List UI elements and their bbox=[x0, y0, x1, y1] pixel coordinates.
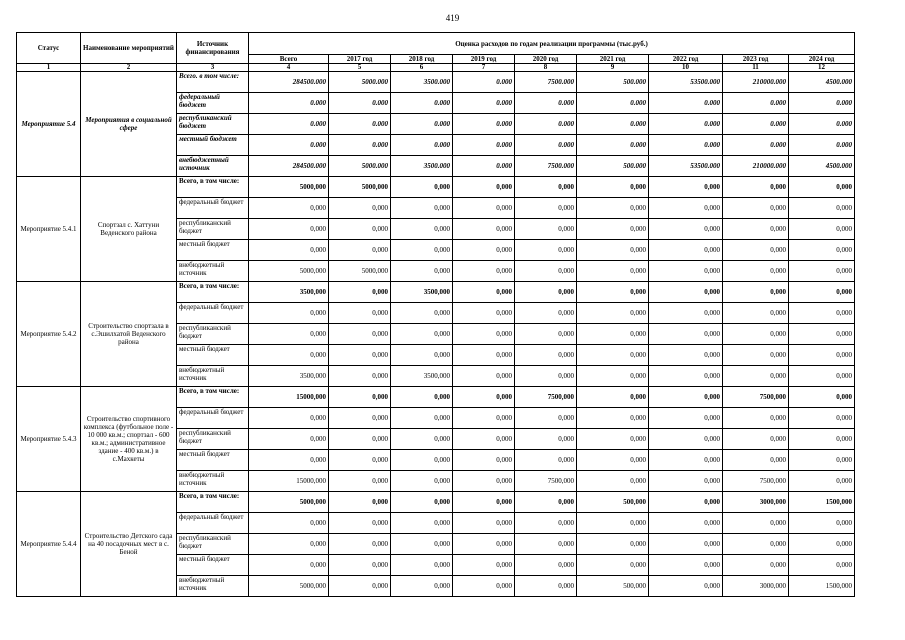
amount-cell: 0.000 bbox=[577, 135, 649, 156]
amount-cell: 0.000 bbox=[789, 114, 855, 135]
column-number: 10 bbox=[649, 64, 723, 72]
amount-cell: 0,000 bbox=[789, 471, 855, 492]
amount-cell: 0,000 bbox=[723, 408, 789, 429]
amount-cell: 0,000 bbox=[515, 324, 577, 345]
column-number: 6 bbox=[391, 64, 453, 72]
amount-cell: 0,000 bbox=[391, 303, 453, 324]
funding-source: местный бюджет bbox=[177, 555, 249, 576]
amount-cell: 0,000 bbox=[453, 492, 515, 513]
measure-name: Мероприятия в социальной сфере bbox=[81, 72, 177, 177]
amount-cell: 0,000 bbox=[789, 282, 855, 303]
funding-source: республиканский бюджет bbox=[177, 324, 249, 345]
amount-cell: 0,000 bbox=[453, 198, 515, 219]
amount-cell: 500,000 bbox=[577, 576, 649, 597]
funding-source: внебюджетный источник bbox=[177, 471, 249, 492]
amount-cell: 0.000 bbox=[789, 135, 855, 156]
amount-cell: 0,000 bbox=[329, 303, 391, 324]
header-name: Наименование мероприятий bbox=[81, 33, 177, 64]
amount-cell: 0.000 bbox=[453, 156, 515, 177]
amount-cell: 0.000 bbox=[577, 114, 649, 135]
amount-cell: 0,000 bbox=[649, 282, 723, 303]
amount-cell: 0,000 bbox=[649, 303, 723, 324]
amount-cell: 0,000 bbox=[649, 198, 723, 219]
amount-cell: 0.000 bbox=[649, 93, 723, 114]
amount-cell: 0,000 bbox=[723, 219, 789, 240]
amount-cell: 0,000 bbox=[577, 408, 649, 429]
amount-cell: 0,000 bbox=[391, 513, 453, 534]
funding-source: республиканский бюджет bbox=[177, 534, 249, 555]
amount-cell: 0,000 bbox=[789, 240, 855, 261]
amount-cell: 0,000 bbox=[515, 513, 577, 534]
amount-cell: 0,000 bbox=[649, 240, 723, 261]
amount-cell: 0,000 bbox=[453, 177, 515, 198]
amount-cell: 0,000 bbox=[391, 408, 453, 429]
column-number: 1 bbox=[17, 64, 81, 72]
table-row bbox=[17, 282, 855, 303]
amount-cell: 0,000 bbox=[249, 198, 329, 219]
amount-cell: 0,000 bbox=[391, 219, 453, 240]
amount-cell: 3000,000 bbox=[723, 492, 789, 513]
amount-cell: 0,000 bbox=[391, 471, 453, 492]
funding-source: Всего. в том числе: bbox=[177, 72, 249, 93]
amount-cell: 0,000 bbox=[453, 240, 515, 261]
table-row bbox=[17, 492, 855, 513]
amount-cell: 3500.000 bbox=[391, 72, 453, 93]
amount-cell: 0,000 bbox=[649, 450, 723, 471]
table-body bbox=[17, 72, 855, 597]
amount-cell: 0,000 bbox=[649, 555, 723, 576]
funding-source: республиканский бюджет bbox=[177, 429, 249, 450]
amount-cell: 0.000 bbox=[453, 72, 515, 93]
funding-source: Всего, в том числе: bbox=[177, 387, 249, 408]
amount-cell: 0,000 bbox=[453, 534, 515, 555]
amount-cell: 0,000 bbox=[453, 219, 515, 240]
amount-cell: 0,000 bbox=[329, 555, 391, 576]
amount-cell: 0,000 bbox=[649, 345, 723, 366]
amount-cell: 7500,000 bbox=[723, 471, 789, 492]
funding-source: местный бюджет bbox=[177, 345, 249, 366]
amount-cell: 0,000 bbox=[789, 177, 855, 198]
amount-cell: 0,000 bbox=[391, 387, 453, 408]
amount-cell: 0,000 bbox=[577, 261, 649, 282]
amount-cell: 0,000 bbox=[391, 261, 453, 282]
amount-cell: 0,000 bbox=[391, 240, 453, 261]
funding-source: федеральный бюджет bbox=[177, 303, 249, 324]
amount-cell: 5000,000 bbox=[249, 576, 329, 597]
amount-cell: 5000,000 bbox=[249, 492, 329, 513]
amount-cell: 0,000 bbox=[329, 534, 391, 555]
amount-cell: 0.000 bbox=[453, 135, 515, 156]
amount-cell: 5000,000 bbox=[329, 261, 391, 282]
amount-cell: 0,000 bbox=[329, 408, 391, 429]
amount-cell: 0,000 bbox=[515, 450, 577, 471]
header-col-2020: 2020 год bbox=[515, 55, 577, 64]
amount-cell: 4500.000 bbox=[789, 156, 855, 177]
amount-cell: 0,000 bbox=[249, 534, 329, 555]
amount-cell: 0,000 bbox=[453, 471, 515, 492]
amount-cell: 0,000 bbox=[515, 219, 577, 240]
amount-cell: 0,000 bbox=[577, 303, 649, 324]
amount-cell: 0,000 bbox=[723, 282, 789, 303]
amount-cell: 0,000 bbox=[723, 303, 789, 324]
amount-cell: 0,000 bbox=[649, 471, 723, 492]
amount-cell: 0,000 bbox=[789, 261, 855, 282]
amount-cell: 0,000 bbox=[577, 177, 649, 198]
header-source: Источник финансирования bbox=[177, 33, 249, 64]
measure-status: Мероприятие 5.4.2 bbox=[17, 282, 81, 387]
amount-cell: 7500,000 bbox=[723, 387, 789, 408]
amount-cell: 0.000 bbox=[453, 114, 515, 135]
amount-cell: 0,000 bbox=[515, 177, 577, 198]
column-numbers-row bbox=[17, 64, 855, 72]
amount-cell: 0,000 bbox=[789, 450, 855, 471]
funding-source: внебюджетный источник bbox=[177, 576, 249, 597]
amount-cell: 53500.000 bbox=[649, 72, 723, 93]
amount-cell: 0,000 bbox=[723, 345, 789, 366]
amount-cell: 0,000 bbox=[391, 429, 453, 450]
amount-cell: 0.000 bbox=[329, 114, 391, 135]
funding-source: Всего, в том числе: bbox=[177, 177, 249, 198]
amount-cell: 0.000 bbox=[249, 135, 329, 156]
amount-cell: 0,000 bbox=[391, 450, 453, 471]
amount-cell: 0,000 bbox=[249, 240, 329, 261]
amount-cell: 0,000 bbox=[329, 471, 391, 492]
amount-cell: 0,000 bbox=[649, 408, 723, 429]
amount-cell: 0,000 bbox=[515, 366, 577, 387]
page-number: 419 bbox=[445, 13, 460, 23]
amount-cell: 7500.000 bbox=[515, 72, 577, 93]
column-number: 4 bbox=[249, 64, 329, 72]
amount-cell: 0,000 bbox=[329, 198, 391, 219]
funding-source: республиканский бюджет bbox=[177, 114, 249, 135]
measure-name: Спортзал с. Хаттуни Веденского района bbox=[81, 177, 177, 282]
header-col-2023: 2023 год bbox=[723, 55, 789, 64]
amount-cell: 0,000 bbox=[453, 345, 515, 366]
header-col-total: Всего bbox=[249, 55, 329, 64]
amount-cell: 0,000 bbox=[577, 366, 649, 387]
amount-cell: 0,000 bbox=[391, 345, 453, 366]
amount-cell: 0,000 bbox=[249, 303, 329, 324]
measure-name: Строительство спортивного комплекса (футбольное поле - 10 000 кв.м.; спортзал - 600 кв.м.; административное здание - 400 кв.м.) в с.Махкеты bbox=[81, 387, 177, 492]
amount-cell: 0,000 bbox=[723, 261, 789, 282]
amount-cell: 0,000 bbox=[391, 324, 453, 345]
amount-cell: 0,000 bbox=[649, 261, 723, 282]
amount-cell: 0,000 bbox=[789, 303, 855, 324]
amount-cell: 0,000 bbox=[249, 324, 329, 345]
amount-cell: 0,000 bbox=[391, 492, 453, 513]
amount-cell: 0,000 bbox=[453, 576, 515, 597]
amount-cell: 0,000 bbox=[649, 177, 723, 198]
header-col-2024: 2024 год bbox=[789, 55, 855, 64]
measure-name: Строительство Детского сада на 40 посадочных мест в с. Беной bbox=[81, 492, 177, 597]
amount-cell: 5000,000 bbox=[249, 177, 329, 198]
amount-cell: 0,000 bbox=[789, 513, 855, 534]
amount-cell: 0,000 bbox=[577, 555, 649, 576]
amount-cell: 0,000 bbox=[649, 429, 723, 450]
amount-cell: 0,000 bbox=[329, 387, 391, 408]
amount-cell: 0,000 bbox=[723, 366, 789, 387]
amount-cell: 0,000 bbox=[789, 429, 855, 450]
amount-cell: 15000,000 bbox=[249, 471, 329, 492]
amount-cell: 0,000 bbox=[577, 219, 649, 240]
table-header bbox=[17, 33, 855, 72]
header-col-2022: 2022 год bbox=[649, 55, 723, 64]
amount-cell: 0,000 bbox=[453, 450, 515, 471]
table-row bbox=[17, 177, 855, 198]
amount-cell: 0,000 bbox=[249, 429, 329, 450]
amount-cell: 4500.000 bbox=[789, 72, 855, 93]
amount-cell: 0.000 bbox=[391, 114, 453, 135]
funding-source: Всего, в том числе: bbox=[177, 282, 249, 303]
amount-cell: 3500.000 bbox=[391, 156, 453, 177]
amount-cell: 0,000 bbox=[329, 345, 391, 366]
amount-cell: 0,000 bbox=[453, 261, 515, 282]
amount-cell: 3500,000 bbox=[391, 282, 453, 303]
funding-source: Всего, в том числе: bbox=[177, 492, 249, 513]
amount-cell: 0,000 bbox=[723, 450, 789, 471]
amount-cell: 5000.000 bbox=[329, 156, 391, 177]
amount-cell: 0,000 bbox=[789, 219, 855, 240]
amount-cell: 0,000 bbox=[723, 177, 789, 198]
amount-cell: 7500,000 bbox=[515, 471, 577, 492]
amount-cell: 0,000 bbox=[577, 240, 649, 261]
amount-cell: 0,000 bbox=[329, 576, 391, 597]
amount-cell: 0,000 bbox=[453, 408, 515, 429]
column-number: 11 bbox=[723, 64, 789, 72]
amount-cell: 0,000 bbox=[329, 429, 391, 450]
amount-cell: 210000.000 bbox=[723, 72, 789, 93]
amount-cell: 7500.000 bbox=[515, 156, 577, 177]
amount-cell: 0,000 bbox=[789, 198, 855, 219]
amount-cell: 0,000 bbox=[515, 303, 577, 324]
funding-source: внебюджетный источник bbox=[177, 366, 249, 387]
amount-cell: 0,000 bbox=[249, 219, 329, 240]
amount-cell: 0,000 bbox=[329, 492, 391, 513]
column-number: 2 bbox=[81, 64, 177, 72]
header-col-2021: 2021 год bbox=[577, 55, 649, 64]
amount-cell: 0,000 bbox=[649, 219, 723, 240]
amount-cell: 0,000 bbox=[649, 513, 723, 534]
header-status: Статус bbox=[17, 33, 81, 64]
amount-cell: 0.000 bbox=[329, 135, 391, 156]
table-row bbox=[17, 387, 855, 408]
amount-cell: 0.000 bbox=[515, 93, 577, 114]
amount-cell: 0,000 bbox=[577, 429, 649, 450]
amount-cell: 0,000 bbox=[329, 513, 391, 534]
amount-cell: 0.000 bbox=[329, 93, 391, 114]
amount-cell: 0,000 bbox=[515, 198, 577, 219]
measure-status: Мероприятие 5.4.4 bbox=[17, 492, 81, 597]
amount-cell: 0.000 bbox=[249, 93, 329, 114]
amount-cell: 284500.000 bbox=[249, 72, 329, 93]
measure-name: Строительство спортзала в с.Эшилхатой Веденского района bbox=[81, 282, 177, 387]
column-number: 7 bbox=[453, 64, 515, 72]
amount-cell: 0,000 bbox=[249, 450, 329, 471]
amount-cell: 5000.000 bbox=[329, 72, 391, 93]
amount-cell: 0.000 bbox=[723, 135, 789, 156]
amount-cell: 0,000 bbox=[249, 555, 329, 576]
amount-cell: 0,000 bbox=[649, 534, 723, 555]
amount-cell: 0,000 bbox=[453, 555, 515, 576]
amount-cell: 0,000 bbox=[515, 576, 577, 597]
funding-source: федеральный бюджет bbox=[177, 198, 249, 219]
amount-cell: 53500.000 bbox=[649, 156, 723, 177]
amount-cell: 0,000 bbox=[453, 303, 515, 324]
amount-cell: 0,000 bbox=[515, 282, 577, 303]
column-number: 3 bbox=[177, 64, 249, 72]
amount-cell: 210000.000 bbox=[723, 156, 789, 177]
amount-cell: 0,000 bbox=[329, 219, 391, 240]
amount-cell: 0,000 bbox=[649, 387, 723, 408]
amount-cell: 0,000 bbox=[329, 366, 391, 387]
amount-cell: 5000,000 bbox=[249, 261, 329, 282]
amount-cell: 0,000 bbox=[649, 576, 723, 597]
amount-cell: 0,000 bbox=[249, 408, 329, 429]
amount-cell: 1500,000 bbox=[789, 492, 855, 513]
amount-cell: 0,000 bbox=[515, 555, 577, 576]
amount-cell: 15000,000 bbox=[249, 387, 329, 408]
amount-cell: 3500,000 bbox=[391, 366, 453, 387]
funding-source: внебюджетный источник bbox=[177, 156, 249, 177]
funding-source: федеральный бюджет bbox=[177, 93, 249, 114]
amount-cell: 0,000 bbox=[249, 513, 329, 534]
amount-cell: 0,000 bbox=[577, 324, 649, 345]
amount-cell: 0,000 bbox=[391, 177, 453, 198]
amount-cell: 0,000 bbox=[577, 471, 649, 492]
measure-status: Мероприятие 5.4 bbox=[17, 72, 81, 177]
amount-cell: 0,000 bbox=[453, 387, 515, 408]
column-number: 9 bbox=[577, 64, 649, 72]
funding-source: местный бюджет bbox=[177, 135, 249, 156]
amount-cell: 0.000 bbox=[723, 114, 789, 135]
amount-cell: 7500,000 bbox=[515, 387, 577, 408]
amount-cell: 0,000 bbox=[789, 534, 855, 555]
amount-cell: 0,000 bbox=[249, 345, 329, 366]
amount-cell: 0,000 bbox=[723, 324, 789, 345]
amount-cell: 0,000 bbox=[789, 408, 855, 429]
amount-cell: 0.000 bbox=[723, 93, 789, 114]
amount-cell: 0,000 bbox=[577, 513, 649, 534]
measure-status: Мероприятие 5.4.3 bbox=[17, 387, 81, 492]
amount-cell: 0,000 bbox=[789, 345, 855, 366]
funding-source: местный бюджет bbox=[177, 450, 249, 471]
header-col-2018: 2018 год bbox=[391, 55, 453, 64]
amount-cell: 0,000 bbox=[391, 576, 453, 597]
amount-cell: 0,000 bbox=[577, 387, 649, 408]
amount-cell: 0.000 bbox=[577, 93, 649, 114]
amount-cell: 5000,000 bbox=[329, 177, 391, 198]
amount-cell: 3000,000 bbox=[723, 576, 789, 597]
amount-cell: 0,000 bbox=[515, 261, 577, 282]
amount-cell: 0,000 bbox=[515, 408, 577, 429]
funding-source: республиканский бюджет bbox=[177, 219, 249, 240]
amount-cell: 0.000 bbox=[515, 135, 577, 156]
amount-cell: 0,000 bbox=[789, 324, 855, 345]
amount-cell: 0.000 bbox=[391, 93, 453, 114]
amount-cell: 0,000 bbox=[329, 324, 391, 345]
amount-cell: 3500,000 bbox=[249, 366, 329, 387]
amount-cell: 0,000 bbox=[515, 492, 577, 513]
amount-cell: 284500.000 bbox=[249, 156, 329, 177]
amount-cell: 0,000 bbox=[577, 450, 649, 471]
amount-cell: 0,000 bbox=[391, 534, 453, 555]
amount-cell: 500.000 bbox=[577, 156, 649, 177]
budget-table bbox=[16, 32, 855, 597]
amount-cell: 0,000 bbox=[515, 534, 577, 555]
amount-cell: 0,000 bbox=[391, 555, 453, 576]
amount-cell: 0,000 bbox=[649, 492, 723, 513]
amount-cell: 0,000 bbox=[453, 429, 515, 450]
amount-cell: 0,000 bbox=[329, 240, 391, 261]
amount-cell: 0.000 bbox=[649, 135, 723, 156]
amount-cell: 1500,000 bbox=[789, 576, 855, 597]
measure-status: Мероприятие 5.4.1 bbox=[17, 177, 81, 282]
amount-cell: 0,000 bbox=[789, 387, 855, 408]
amount-cell: 0,000 bbox=[329, 450, 391, 471]
amount-cell: 0,000 bbox=[649, 324, 723, 345]
amount-cell: 3500,000 bbox=[249, 282, 329, 303]
amount-cell: 500.000 bbox=[577, 72, 649, 93]
amount-cell: 0.000 bbox=[789, 93, 855, 114]
amount-cell: 500,000 bbox=[577, 492, 649, 513]
amount-cell: 0,000 bbox=[577, 345, 649, 366]
header-col-2019: 2019 год bbox=[453, 55, 515, 64]
amount-cell: 0,000 bbox=[723, 555, 789, 576]
amount-cell: 0.000 bbox=[453, 93, 515, 114]
amount-cell: 0,000 bbox=[453, 366, 515, 387]
amount-cell: 0,000 bbox=[789, 366, 855, 387]
funding-source: местный бюджет bbox=[177, 240, 249, 261]
amount-cell: 0,000 bbox=[723, 198, 789, 219]
amount-cell: 0,000 bbox=[453, 282, 515, 303]
header-col-2017: 2017 год bbox=[329, 55, 391, 64]
amount-cell: 0,000 bbox=[453, 324, 515, 345]
amount-cell: 0.000 bbox=[391, 135, 453, 156]
amount-cell: 0,000 bbox=[391, 198, 453, 219]
column-number: 5 bbox=[329, 64, 391, 72]
amount-cell: 0,000 bbox=[789, 555, 855, 576]
amount-cell: 0,000 bbox=[515, 240, 577, 261]
table-row bbox=[17, 72, 855, 93]
amount-cell: 0.000 bbox=[649, 114, 723, 135]
amount-cell: 0,000 bbox=[453, 513, 515, 534]
amount-cell: 0.000 bbox=[515, 114, 577, 135]
amount-cell: 0,000 bbox=[723, 534, 789, 555]
amount-cell: 0,000 bbox=[723, 429, 789, 450]
amount-cell: 0,000 bbox=[723, 240, 789, 261]
amount-cell: 0,000 bbox=[577, 198, 649, 219]
funding-source: федеральный бюджет bbox=[177, 408, 249, 429]
amount-cell: 0,000 bbox=[577, 282, 649, 303]
amount-cell: 0,000 bbox=[329, 282, 391, 303]
column-number: 8 bbox=[515, 64, 577, 72]
amount-cell: 0,000 bbox=[515, 345, 577, 366]
funding-source: федеральный бюджет bbox=[177, 513, 249, 534]
amount-cell: 0,000 bbox=[649, 366, 723, 387]
column-number: 12 bbox=[789, 64, 855, 72]
amount-cell: 0,000 bbox=[515, 429, 577, 450]
header-estimate: Оценка расходов по годам реализации программы (тыс.руб.) bbox=[249, 33, 855, 55]
amount-cell: 0.000 bbox=[249, 114, 329, 135]
amount-cell: 0,000 bbox=[723, 513, 789, 534]
funding-source: внебюджетный источник bbox=[177, 261, 249, 282]
amount-cell: 0,000 bbox=[577, 534, 649, 555]
